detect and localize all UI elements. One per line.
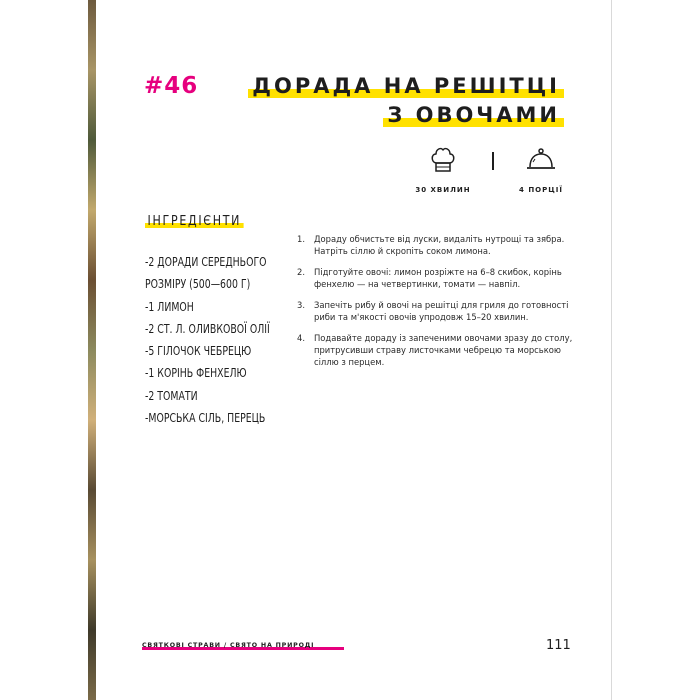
ingredient-line: -МОРСЬКА СІЛЬ, ПЕРЕЦЬ xyxy=(145,411,266,426)
meta-divider xyxy=(492,152,494,170)
ingredient-line: РОЗМІРУ (500—600 Г) xyxy=(145,277,251,292)
step-number: 2. xyxy=(297,267,305,277)
step-text: Запечіть рибу й овочі на решітці для гриля до готовності риби та м'якості овочів упродовж 15–20 хвилин. xyxy=(314,300,569,322)
instruction-step xyxy=(297,233,575,257)
page-number: 111 xyxy=(546,638,571,653)
servings xyxy=(496,146,586,194)
step-number: 3. xyxy=(297,300,305,310)
step-text: Дораду обчистьте від луски, видаліть нутрощі та зябра. Натріть сіллю й скропіть соком лимона. xyxy=(314,234,565,256)
instruction-step xyxy=(297,299,575,323)
recipe-title-line-1: ДОРАДА НА РЕШІТЦІ xyxy=(248,74,564,100)
ingredients-heading: ІНГРЕДІЄНТИ xyxy=(145,214,244,229)
photo-strip xyxy=(88,0,96,700)
page-edge xyxy=(611,0,612,700)
ingredient-line: -2 СТ. Л. ОЛИВКОВОЇ ОЛІЇ xyxy=(145,321,270,336)
ingredient-line: -1 КОРІНЬ ФЕНХЕЛЮ xyxy=(145,366,247,381)
ingredients-list xyxy=(145,251,305,429)
instructions-list xyxy=(297,233,575,377)
ingredient-line: -2 ТОМАТИ xyxy=(145,388,198,403)
step-number: 1. xyxy=(297,234,305,244)
ingredient-line: -5 ГІЛОЧОК ЧЕБРЕЦЮ xyxy=(145,344,252,359)
ingredient-line: -1 ЛИМОН xyxy=(145,299,194,314)
step-text: Подавайте дораду із запеченими овочами зразу до столу, притрусивши страву листочками чебрецю та морською сіллю з перцем. xyxy=(314,333,573,367)
ingredient-line: -2 ДОРАДИ СЕРЕДНЬОГО xyxy=(145,255,267,269)
instruction-step xyxy=(297,266,575,290)
cook-time xyxy=(398,146,488,194)
cloche-icon xyxy=(526,146,556,174)
recipe-number: #46 xyxy=(144,73,199,99)
footer-section-title: СВЯТКОВІ СТРАВИ / СВЯТО НА ПРИРОДІ xyxy=(142,642,315,649)
step-text: Підготуйте овочі: лимон розріжте на 6–8 скибок, корінь фенхелю — на четвертинки, томати — навпіл. xyxy=(314,267,562,289)
instruction-step xyxy=(297,332,575,368)
servings-label: 4 ПОРЦІЇ xyxy=(519,186,563,194)
recipe-title-line-2: З ОВОЧАМИ xyxy=(383,103,564,129)
step-number: 4. xyxy=(297,333,305,343)
cook-time-label: 30 ХВИЛИН xyxy=(415,186,471,194)
chef-hat-icon xyxy=(430,146,456,174)
